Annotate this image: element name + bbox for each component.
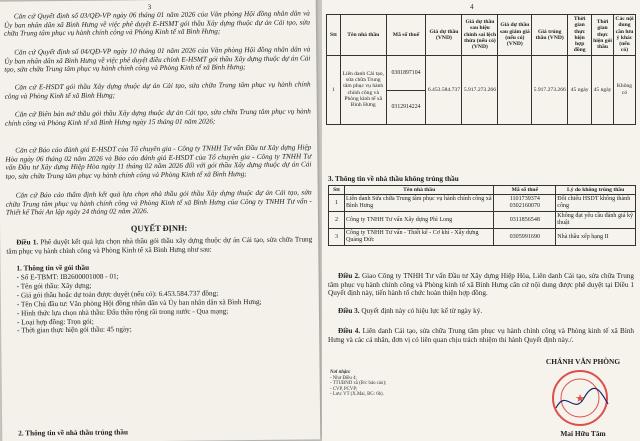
section-2-title: 2. Thông tin về nhà thầu trúng thầu xyxy=(18,428,128,438)
article-1 xyxy=(6,235,312,255)
cell-tax-codes xyxy=(494,229,556,246)
can-cu-2: Căn cứ Quyết định số 04/QĐ-VP ngày 10 tháng 01 năm 2026 của Văn phòng Hội đồng nhân dân và Ủy ban nhân dân xã Bình Hưng về việc phê duyệt điều chỉnh E-HSMT gói thầu Xây dựng thuộc dự án Cải tạo, sửa chữa Trung tâm phục vụ hành chính công và Phòng Kinh tế xã Bình Hưng; xyxy=(4,45,311,74)
cell-bid-price: 6.453.584.737 xyxy=(426,55,462,124)
table-header-row xyxy=(329,186,636,195)
table-header-row xyxy=(327,15,636,56)
article-2 xyxy=(328,272,634,298)
cell-winning-price: 5.917.273.266 xyxy=(532,55,568,124)
col-header: Giá dự thầu (VND) xyxy=(426,15,462,56)
table-row xyxy=(329,212,636,229)
col-header: Lý do không trúng thầu xyxy=(556,186,636,195)
article-1-label: Điều 1. xyxy=(16,238,39,247)
cell-adjusted-price: 5.917.273.266 xyxy=(462,55,498,124)
cell-stt: 2 xyxy=(329,212,345,229)
cell-contract-time: 45 ngày xyxy=(568,55,592,124)
list-item: - Hình thức lựa chọn nhà thầu: Đấu thầu rộng rãi trong nước - Qua mạng; xyxy=(16,306,229,318)
cell-discounted-price xyxy=(498,55,532,124)
cell-tax-codes xyxy=(494,195,556,212)
cell-bidder-name: Công ty TNHH Tư vấn - Thiết kế - Cơ khí - Xây dựng Quảng Đức xyxy=(344,229,493,246)
tax-code: 0312914224 xyxy=(387,90,426,124)
page-number-left: 3 xyxy=(147,3,152,12)
article-3-text: Quyết định này có hiệu lực kể từ ngày ký. xyxy=(359,307,483,315)
list-item: - Loại hợp đồng: Trọn gói; xyxy=(17,317,94,327)
recipients-title: Nơi nhận: xyxy=(330,370,351,375)
col-header: Thời gian thực hiện gói thầu xyxy=(592,15,614,56)
can-cu-5: Căn cứ Báo cáo đánh giá E-HSDT của Tổ chuyên gia - Công ty TNHH Tư vấn Đầu tư Xây dựng Hiệp Hòa ngày 06 tháng 02 năm 2026 và Báo cáo đánh giá E-HSDT của Tổ chuyên gia - Công ty TNHH Tư vấn Đầu tư Xây dựng Hiệp Hòa ngày 11 tháng 02 năm 2026 đối với gói thầu Xây dựng thuộc dự án Cải tạo, sửa chữa Trung tâm phục vụ hành chính công và Phòng Kinh tế xã Bình Hưng; xyxy=(5,143,312,181)
col-header: Stt xyxy=(329,186,345,195)
cell-stt: 1 xyxy=(329,195,345,212)
article-1-text: Phê duyệt kết quả lựa chọn nhà thầu gói thầu xây dựng thuộc dự án Cải tạo, sửa chữa Trung tâm phục vụ hành chính công và Phòng Kinh tế xã Bình Hưng như sau: xyxy=(6,235,313,256)
signature-title: CHÁNH VĂN PHÒNG xyxy=(545,357,621,366)
col-header: Giá dự thầu sau giảm giá (nếu có) (VND) xyxy=(498,15,532,56)
cell-stt: 1 xyxy=(327,55,341,124)
cell-tax-codes xyxy=(386,55,426,124)
recipient-item: - TTUBND xã (B/c báo cáo); xyxy=(330,381,387,387)
package-info-list xyxy=(17,270,314,335)
winning-bidder-table xyxy=(326,14,636,125)
tax-code: 0311856548 xyxy=(509,216,540,223)
recipients-block xyxy=(330,370,440,398)
recipient-item: - Lưu: VT (X.Mai, BG: 6b). xyxy=(330,392,384,398)
can-cu-3: Căn cứ E-HSDT gói thầu Xây dựng thuộc dự án Cải tạo, sửa chữa Trung tâm phục vụ hành chính công và Phòng Kinh tế xã Bình Hưng; xyxy=(4,80,311,101)
cell-bidder-name: Liên danh Sửa chữa Trung tâm phục vụ hành chính công xã Bình Hưng xyxy=(344,195,493,212)
list-item: - Tên gói thầu: Xây dựng; xyxy=(16,281,92,291)
col-header: Giá dự thầu sau hiệu chỉnh sai lệch thừa (nếu có) (VND) xyxy=(462,15,498,56)
col-header: Tên nhà thầu xyxy=(340,15,386,56)
article-4-text: Liên danh Cải tạo, sửa chữa Trung tâm phục vụ hành chính công và Phòng kinh tế xã Bình Hưng và các cá nhân, đơn vị có liên quan chịu trách nhiệm thi hành Quyết định này./. xyxy=(328,327,635,344)
table-row xyxy=(327,55,636,124)
page-number-right: 4 xyxy=(470,3,474,11)
col-header: Stt xyxy=(327,15,341,56)
article-3-label: Điều 3. xyxy=(338,307,360,315)
cell-stt: 3 xyxy=(329,229,345,246)
cell-notes: Không có xyxy=(614,55,636,124)
article-2-label: Điều 2. xyxy=(338,272,360,280)
table-row xyxy=(329,229,636,246)
tax-code: 0305991690 xyxy=(509,233,541,240)
can-cu-1: Căn cứ Quyết định số 03/QĐ-VP ngày 06 tháng 01 năm 2026 của Văn phòng Hội đồng nhân dân và Ủy ban nhân dân xã Bình Hưng về việc phê duyệt E-HSMT gói thầu Xây dựng thuộc dự án Cải tạo, sửa chữa Trung tâm phục vụ hành chính công và Phòng Kinh tế xã Bình Hưng; xyxy=(3,9,310,38)
cell-bidder-name: Công ty TNHH Tư vấn Xây dựng Phì Long xyxy=(344,212,493,229)
cell-package-time: 45 ngày xyxy=(592,55,614,124)
article-3 xyxy=(328,307,634,316)
section-3-title: 3. Thông tin về nhà thầu không trúng thầu xyxy=(328,175,459,183)
col-header: Mã số thuế xyxy=(494,186,556,195)
right-page xyxy=(322,0,640,441)
cell-reason: Nhà thầu xếp hạng II xyxy=(556,229,636,246)
col-header: Thời gian thực hiện hợp đồng xyxy=(568,15,592,56)
col-header: Mã số thuế xyxy=(386,15,426,56)
stamp-star: ★ xyxy=(575,393,585,405)
can-cu-6: Căn cứ Báo cáo thẩm định kết quả lựa chọn nhà thầu gói thầu Xây dựng thuộc dự án Cải tạo, sửa chữa Trung tâm phục vụ hành chính công và Phòng Kinh tế xã Bình Hưng của Công ty TNHH Tư vấn - Thiết kế Thái An lập ngày 24 tháng 02 năm 2026. xyxy=(5,188,312,217)
decision-title: QUYẾT ĐỊNH: xyxy=(130,223,188,234)
cell-reason: Không đạt yêu cầu đánh giá kỹ thuật xyxy=(556,212,636,229)
losing-bidders-table xyxy=(328,185,636,246)
cell-tax-codes xyxy=(494,212,556,229)
list-item: - Tên Chủ đầu tư: Văn phòng Hội đồng nhân dân và Ủy ban nhân dân xã Bình Hưng; xyxy=(16,297,262,309)
cell-bidder-name: Liên danh Cải tạo, sửa chữa Trung tâm phục vụ hành chính công và Phòng kinh tế xã Bình Hưng xyxy=(340,55,386,124)
list-item: - Số E-TBMT: IB2600001008 - 01; xyxy=(16,272,119,282)
recipient-item: - CVP, PCVP; xyxy=(330,386,358,392)
article-4 xyxy=(328,327,634,344)
section-1-title: 1. Thông tin về gói thầu xyxy=(16,263,90,273)
signer-name: Mai Hữu Tâm xyxy=(560,429,606,438)
recipient-item: - Như Điều 4; xyxy=(330,375,357,381)
can-cu-4: Căn cứ Biên bản mở thầu gói thầu Xây dựng thuộc dự án Cải tạo, sửa chữa Trung tâm phục vụ hành chính công và Phòng Kinh tế xã Bình Hưng ngày 15 tháng 01 năm 2026; xyxy=(4,107,311,128)
cell-reason: Đối chiếu HSDT không thành công xyxy=(556,195,636,212)
table-row xyxy=(329,195,636,212)
col-header: Tên nhà thầu xyxy=(344,186,493,195)
list-item: - Giá gói thầu hoặc dự toán được duyệt (nếu có): 6.453.584.737 đồng; xyxy=(16,289,219,300)
col-header: Giá trúng thầu (VND) xyxy=(532,15,568,56)
article-4-label: Điều 4. xyxy=(338,327,361,335)
article-2-text: Giao Công ty TNHH Tư vấn Đầu tư Xây dựng Hiệp Hòa, Liên danh Cải tạo, sửa chữa Trung tâm phục vụ hành chính công và Phòng kinh tế xã Bình Hưng căn cứ nội dung được phê duyệt tại Điều 1 Quyết định này, tiến hành tổ chức hoàn thiện hợp đồng. xyxy=(328,272,634,298)
tax-code: 1101739374 xyxy=(509,196,540,203)
list-item: - Thời gian thực hiện gói thầu: 45 ngày; xyxy=(17,325,132,335)
col-header: Các nội dung cần lưu ý khác (nếu có) xyxy=(615,16,634,54)
official-stamp-icon xyxy=(548,368,612,428)
tax-code: 0302160070 xyxy=(509,203,541,210)
tax-code: 0301897104 xyxy=(391,69,421,76)
